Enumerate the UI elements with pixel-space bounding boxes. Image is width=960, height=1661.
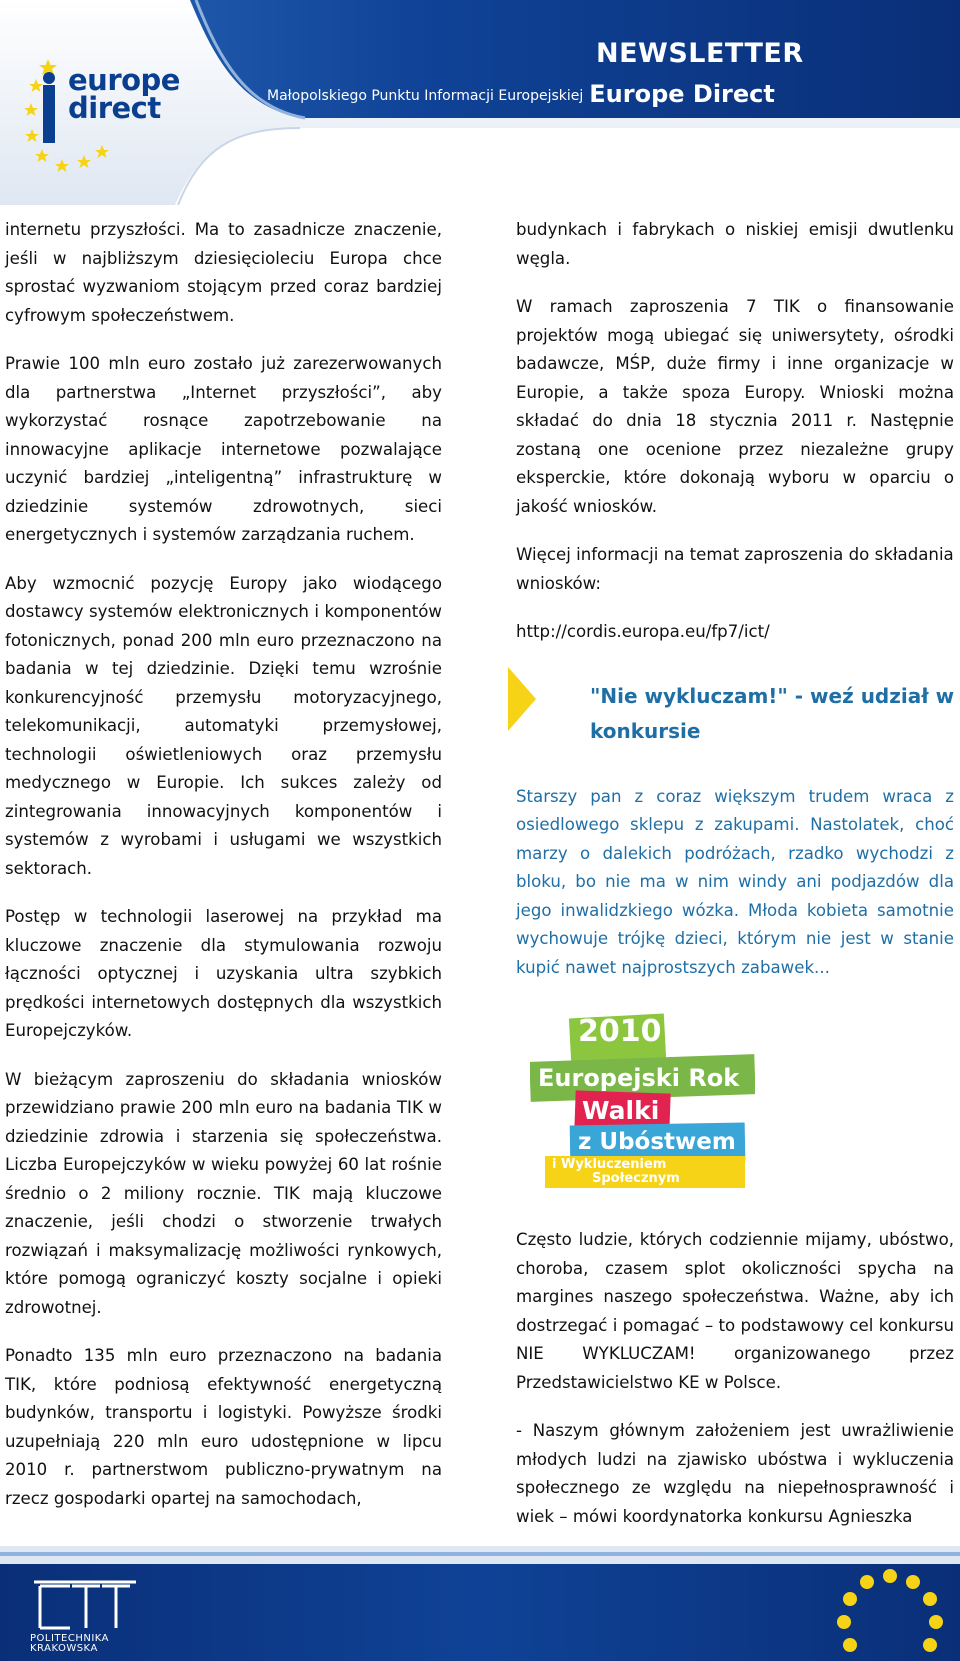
badge-line-3: Walki — [582, 1096, 660, 1125]
subtitle-text: Małopolskiego Punktu Informacji Europejskiej — [267, 88, 584, 104]
contest-callout — [508, 667, 954, 765]
subtitle-bold: Europe Direct — [589, 80, 775, 108]
contest-teaser: Starszy pan z coraz większym trudem wraca z osiedlowego sklepu z zakupami. Nastolatek, choć marzy o dalekich podróżach, rzadko wychodzi z bloku, bo nie ma w nim windy ani podjazdów dla jego inwalidzkiego wózka. Młoda kobieta samotnie wychowuje trójkę dzieci, którym nie jest w stanie kupić nawet najprostszych zabawek... — [516, 786, 954, 977]
paragraph: Aby wzmocnić pozycję Europy jako wiodącego dostawcy systemów elektronicznych i komponentów fotonicznych, ponad 200 mln euro przeznaczono na badania w tej dziedzinie. Dzięki temu wzrośnie konkurencyjność przemysłu motoryzacyjnego, telekomunikacji, automatyki przemysłowej, technologii oświetleniowych oraz przemysłu medycznego w Europie. Ich sukces zależy od zintegrowania innowacyjnych komponentów i systemów z wyrobami i usługami we wszystkich sektorach. — [5, 573, 442, 878]
paragraph: Często ludzie, których codziennie mijamy, ubóstwo, choroba, czasem splot okoliczności spycha na margines naszego społeczeństwa. Ważne, aby ich dostrzegać i pomagać – to podstawowy cel konkursu NIE WYKLUCZAM! organizowanego przez Przedstawicielstwo KE w Polsce. — [516, 1230, 954, 1392]
callout-title: "Nie wykluczam!" - weź udział w konkursie — [590, 683, 955, 743]
newsletter-subtitle — [267, 80, 775, 108]
newsletter-header — [0, 0, 960, 205]
badge-year: 2010 — [578, 1014, 662, 1049]
paragraph: Postęp w technologii laserowej na przykład ma kluczowe znaczenie dla stymulowania rozwoju łączności optycznej i uzyskania ultra szybkich prędkości internetowych dostępnych dla wszystkich Europejczyków. — [5, 907, 442, 1040]
newsletter-footer — [0, 1546, 960, 1661]
logo-line-europe: europe — [68, 63, 180, 97]
pk-line-2: KRAKOWSKA — [30, 1643, 98, 1654]
paragraph: - Naszym głównym założeniem jest uwrażliwienie młodych ludzi na zjawisko ubóstwa i wykluczenia społecznego ze względu na niepełnosprawność i wiek – mówi koordynatorka konkursu Agnieszka — [516, 1421, 954, 1526]
badge-line-2: Europejski Rok — [538, 1064, 740, 1092]
badge-line-4: z Ubóstwem — [578, 1129, 736, 1155]
cordis-link[interactable]: http://cordis.europa.eu/fp7/ict/ — [516, 622, 770, 641]
paragraph: W ramach zaproszenia 7 TIK o finansowanie projektów mogą ubiegać się uniwersytety, ośrodki badawcze, MŚP, duże firmy i inne organizacje w Europie, a także spoza Europy. Wnioski można składać do dnia 18 stycznia 2011 r. Następnie zostaną one ocenione przez niezależne grupy eksperckie, które dokonają wyboru w oparciu o jakość wniosków. — [516, 297, 954, 516]
paragraph: Prawie 100 mln euro zostało już zarezerwowanych dla partnerstwa „Internet przyszłości”, aby wykorzystać rosnące zapotrzebowanie na innowacyjne aplikacje internetowe pozwalające uczynić bardziej „inteligentną” infrastrukturę w dziedzinie systemów zdrowotnych, sieci energetycznych i systemów zarządzania ruchem. — [5, 354, 442, 544]
paragraph: Więcej informacji na temat zaproszenia do składania wniosków: — [516, 545, 954, 593]
politechnika-label — [30, 1634, 109, 1654]
paragraph: W bieżącym zaproszeniu do składania wniosków przewidziano prawie 200 mln euro na badania TIK w dziedzinie zdrowia i starzenia się społeczeństwa. Liczba Europejczyków w wieku powyżej 60 lat rośnie średnio o 2 miliony rocznie. TIK mają kluczowe znaczenie, jeśli chodzi o stworzenie trwałych rozwiązań i maksymalizację możliwości rynkowych, które pomogą ograniczyć koszty socjalne i opieki zdrowotnej. — [5, 1069, 442, 1317]
badge-line-5: i Wykluczeniem — [552, 1157, 667, 1172]
badge-line-6: Społecznym — [592, 1171, 680, 1186]
right-column — [516, 216, 954, 1551]
logo-line-direct: direct — [68, 91, 161, 125]
logo-wordmark — [68, 63, 180, 125]
paragraph: Ponadto 135 mln euro przeznaczono na badania TIK, które podniosą efektywność energetyczną budynków, transportu i logistyki. Powyższe środki uzupełniają 220 mln euro udostępnione w lipcu 2010 r. partnerstwom publiczno-prywatnym na rzecz gospodarki opartej na samochodach, — [5, 1346, 442, 1508]
yellow-arrow-icon — [508, 667, 536, 731]
european-year-badge — [530, 1008, 755, 1188]
paragraph: internetu przyszłości. Ma to zasadnicze znaczenie, jeśli w najbliższym dziesięcioleciu Europa chce sprostać wyzwaniom stojącym przed coraz bardziej cyfrowym społeczeństwem. — [5, 220, 442, 325]
left-column — [5, 216, 442, 1533]
pk-line-1: POLITECHNIKA — [30, 1633, 110, 1644]
newsletter-title: NEWSLETTER — [596, 38, 804, 69]
paragraph: budynkach i fabrykach o niskiej emisji dwutlenku węgla. — [516, 220, 954, 268]
